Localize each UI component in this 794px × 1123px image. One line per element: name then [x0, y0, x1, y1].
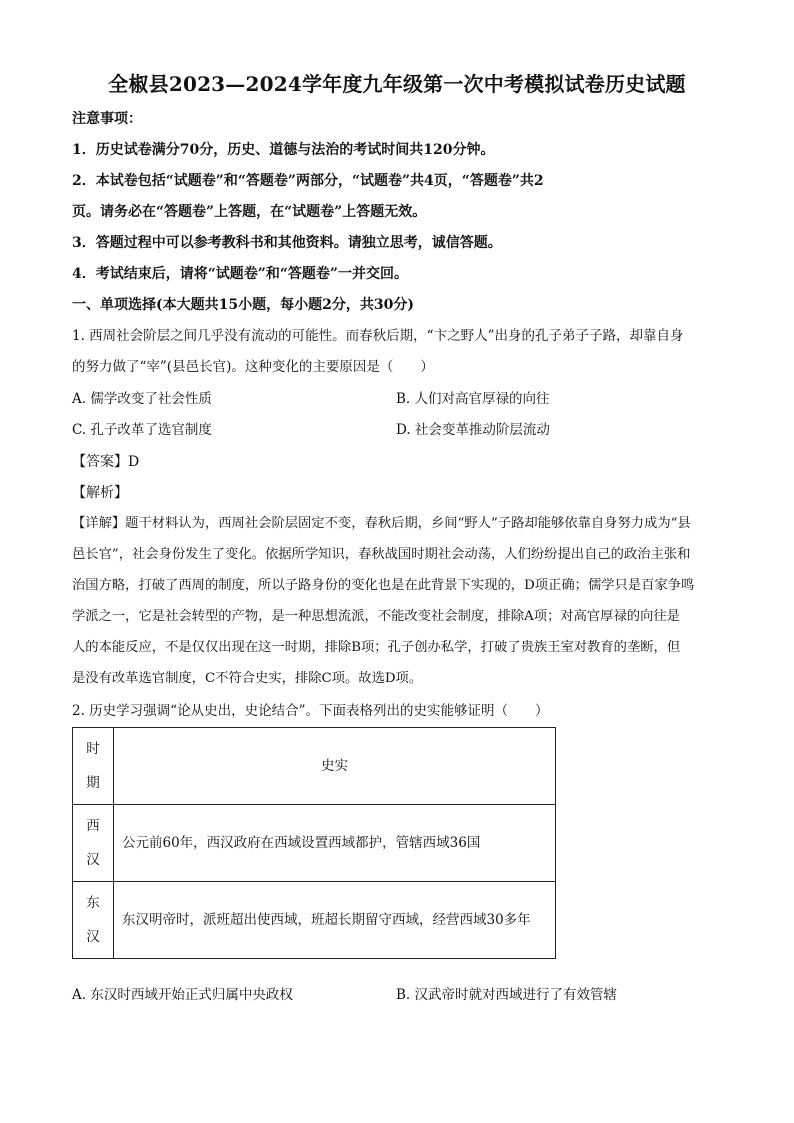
- table-row: [73, 805, 556, 882]
- option-a: A. 东汉时西域开始正式归属中央政权: [72, 987, 293, 1003]
- notice-item: 1．历史试卷满分70分，历史、道德与法治的考试时间共120分钟。: [72, 142, 495, 158]
- notice-item: 4．考试结束后，请将“试题卷”和“答题卷”一并交回。: [72, 266, 408, 282]
- section-heading: 一、单项选择(本大题共15小题，每小题2分，共30分): [72, 297, 414, 313]
- header-period-cell: [73, 728, 114, 805]
- notice-item: 页。请务必在“答题卷”上答题，在“试题卷”上答题无效。: [72, 204, 427, 220]
- question-2-stem: 2. 历史学习强调“论从史出，史论结合”。下面表格列出的史实能够证明（ ）: [72, 703, 549, 719]
- fact-cell: 公元前60年，西汉政府在西域设置西域都护，管辖西域36国: [114, 805, 556, 882]
- option-d: D. 社会变革推动阶层流动: [396, 422, 550, 438]
- option-b: B. 汉武帝时就对西域进行了有效管辖: [396, 987, 618, 1003]
- question-1-stem: 1. 西周社会阶层之间几乎没有流动的可能性。而春秋后期，“卞之野人”出身的孔子弟子子路，却靠自身: [72, 328, 684, 344]
- explanation-line: 学派之一，它是社会转型的产物，是一种思想流派，不能改变社会制度，排除A项；对高官厚禄的向往是: [72, 609, 680, 624]
- analysis-label: 【解析】: [72, 485, 128, 501]
- notice-item: 2．本试卷包括“试题卷”和“答题卷”两部分，“试题卷”共4页，“答题卷”共2: [72, 173, 544, 189]
- explanation-line: 邑长官”，社会身份发生了变化。依据所学知识，春秋战国时期社会动荡，人们纷纷提出自己的政治主张和: [72, 547, 691, 562]
- table-header-row: [73, 728, 556, 805]
- option-b: B. 人们对高官厚禄的向往: [396, 391, 550, 407]
- question-1-stem: 的努力做了“宰”(县邑长官)。这种变化的主要原因是（ ）: [72, 359, 434, 375]
- header-period-char: 时: [86, 741, 100, 757]
- fact-cell: 东汉明帝时，派班超出使西域，班超长期留守西域，经营西域30多年: [114, 882, 556, 959]
- header-fact-cell: 史实: [114, 728, 556, 805]
- period-char: 东: [86, 895, 100, 911]
- period-cell: [73, 805, 114, 882]
- table-row: [73, 882, 556, 959]
- period-char: 汉: [86, 929, 100, 945]
- page-title: 全椒县2023—2024学年度九年级第一次中考模拟试卷历史试题: [108, 72, 686, 96]
- option-c: C. 孔子改革了选官制度: [72, 422, 212, 438]
- explanation-line: 人的本能反应，不是仅仅出现在这一时期，排除B项；孔子创办私学，打破了贵族王室对教育的垄断，但: [72, 640, 681, 655]
- history-facts-table: [72, 727, 556, 959]
- header-period-char: 期: [86, 775, 100, 791]
- notice-item: 3．答题过程中可以参考教科书和其他资料。请独立思考，诚信答题。: [72, 235, 502, 251]
- explanation-line: 是没有改革选官制度，C不符合史实，排除C项。故选D项。: [72, 671, 423, 686]
- explanation-line: 【详解】题干材料认为，西周社会阶层固定不变，春秋后期，乡间“野人”子路却能够依靠自身努力成为“县: [72, 516, 691, 531]
- period-cell: [73, 882, 114, 959]
- period-char: 西: [86, 818, 100, 834]
- explanation-line: 治国方略，打破了西周的制度，所以子路身份的变化也是在此背景下实现的，D项正确；儒学只是百家争鸣: [72, 578, 695, 593]
- option-a: A. 儒学改变了社会性质: [72, 391, 212, 407]
- answer-label: 【答案】D: [72, 454, 140, 470]
- period-char: 汉: [86, 852, 100, 868]
- notice-heading: 注意事项：: [72, 111, 142, 127]
